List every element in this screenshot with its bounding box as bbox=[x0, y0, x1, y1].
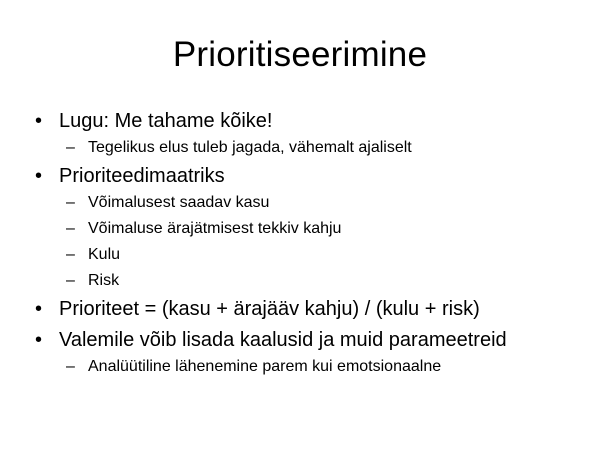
dash-icon: – bbox=[66, 246, 75, 263]
sub-bullet-text: Kulu bbox=[88, 246, 121, 263]
sub-bullet-text: Võimalusest saadav kasu bbox=[88, 194, 270, 211]
sub-bullet-text: Võimaluse ärajätmisest tekkiv kahju bbox=[88, 220, 342, 237]
sub-bullet-text: Risk bbox=[88, 272, 120, 289]
dash-icon: – bbox=[66, 139, 75, 156]
dash-icon: – bbox=[66, 272, 75, 289]
slide-title: Prioritiseerimine bbox=[172, 35, 428, 74]
bullet-text: Valemile võib lisada kaalusid ja muid parameetreid bbox=[59, 329, 507, 351]
dash-icon: – bbox=[66, 220, 75, 237]
dash-icon: – bbox=[66, 194, 75, 211]
bullet-icon: • bbox=[35, 165, 43, 187]
bullet-text: Prioriteet = (kasu + ärajääv kahju) / (kulu + risk) bbox=[59, 298, 480, 320]
bullet-text: Lugu: Me tahame kõike! bbox=[59, 110, 273, 132]
bullet-icon: • bbox=[35, 298, 43, 320]
dash-icon: – bbox=[66, 358, 75, 375]
bullet-icon: • bbox=[35, 110, 43, 132]
sub-bullet-text: Analüütiline lähenemine parem kui emotsionaalne bbox=[88, 358, 442, 375]
bullet-icon: • bbox=[35, 329, 43, 351]
bullet-text: Prioriteedimaatriks bbox=[59, 165, 225, 187]
sub-bullet-text: Tegelikus elus tuleb jagada, vähemalt ajaliselt bbox=[88, 139, 412, 156]
